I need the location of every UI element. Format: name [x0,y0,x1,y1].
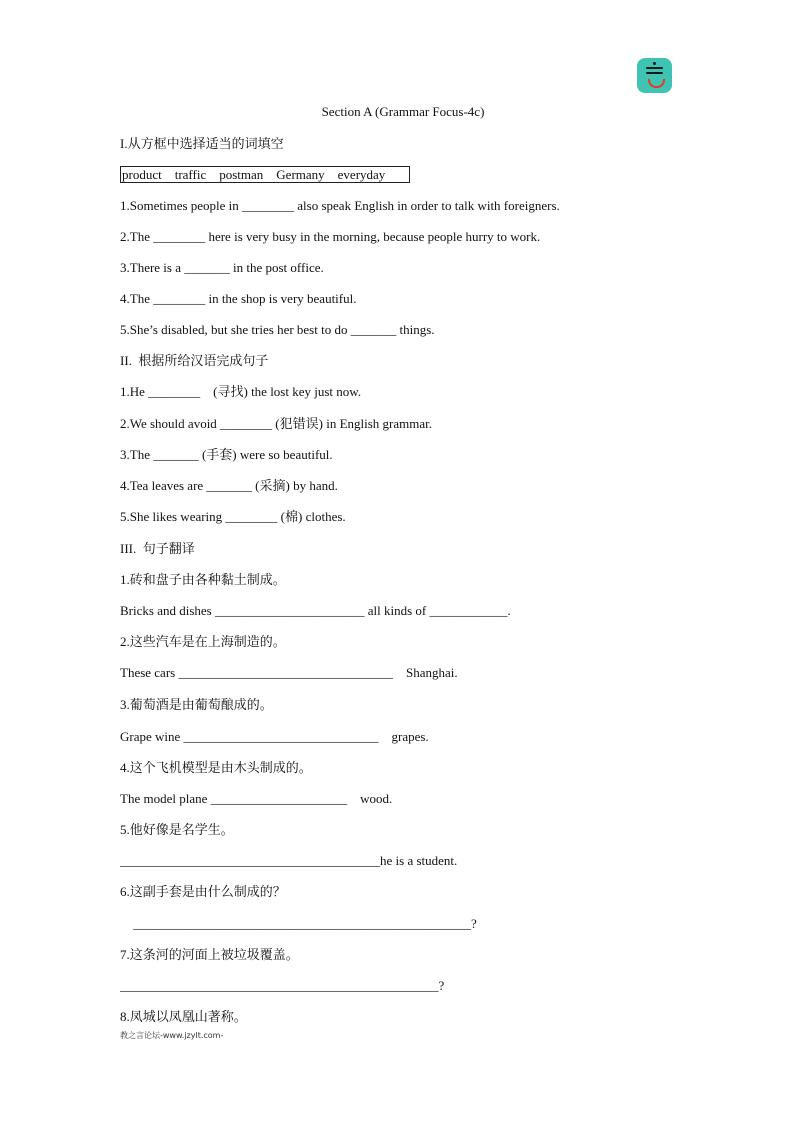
translation-prompt: 5.他好像是名学生。 [120,822,234,837]
exercise-item: 2.The ________ here is very busy in the morning, because people hurry to work. [120,229,541,244]
footer-watermark: 教之言论坛-www.jzylt.com- [120,1031,224,1040]
translation-prompt: 1.砖和盘子由各种黏土制成。 [120,572,286,587]
translation-answer-line: _________________________________________________? [120,978,445,993]
translation-prompt: 2.这些汽车是在上海制造的。 [120,634,286,649]
word-box: product traffic postman Germany everyday [120,166,410,183]
section-1-heading: I.从方框中选择适当的词填空 [120,136,284,151]
logo-dot [653,62,656,65]
app-logo-icon [637,58,672,93]
logo-bar [646,67,663,69]
translation-prompt: 6.这副手套是由什么制成的？ [120,884,286,899]
exercise-item: 4.The ________ in the shop is very beautiful. [120,291,357,306]
translation-answer-line: Grape wine ______________________________ grapes. [120,729,429,744]
translation-answer-line: ________________________________________he is a student. [120,853,458,868]
translation-prompt: 4.这个飞机模型是由木头制成的。 [120,760,312,775]
exercise-item: 3.The _______ (手套) were so beautiful. [120,447,333,462]
exercise-item: 1.He ________ (寻找) the lost key just now. [120,384,362,399]
exercise-item: 2.We should avoid ________ (犯错误) in English grammar. [120,416,433,431]
translation-answer-line: Bricks and dishes _______________________ all kinds of ____________. [120,603,511,618]
translation-prompt: 3.葡萄酒是由葡萄酿成的。 [120,697,273,712]
translation-answer-line: The model plane _____________________ wood. [120,791,393,806]
section-2-heading: II. 根据所给汉语完成句子 [120,353,269,368]
translation-prompt: 8.凤城以凤凰山著称。 [120,1009,247,1024]
exercise-item: 4.Tea leaves are _______ (采摘) by hand. [120,478,338,493]
exercise-item: 5.She’s disabled, but she tries her best to do _______ things. [120,322,435,337]
translation-prompt: 7.这条河的河面上被垃圾覆盖。 [120,947,299,962]
section-3-heading: III. 句子翻译 [120,541,195,556]
translation-answer-line: ____________________________________________________? [120,916,477,931]
logo-bar [646,72,663,74]
exercise-item: 3.There is a _______ in the post office. [120,260,324,275]
translation-answer-line: These cars _________________________________ Shanghai. [120,665,458,680]
exercise-item: 1.Sometimes people in ________ also speak English in order to talk with foreigners. [120,198,560,213]
logo-cup [648,79,665,88]
page-title: Section A (Grammar Focus-4c) [321,104,485,119]
exercise-item: 5.She likes wearing ________ (棉) clothes. [120,509,346,524]
